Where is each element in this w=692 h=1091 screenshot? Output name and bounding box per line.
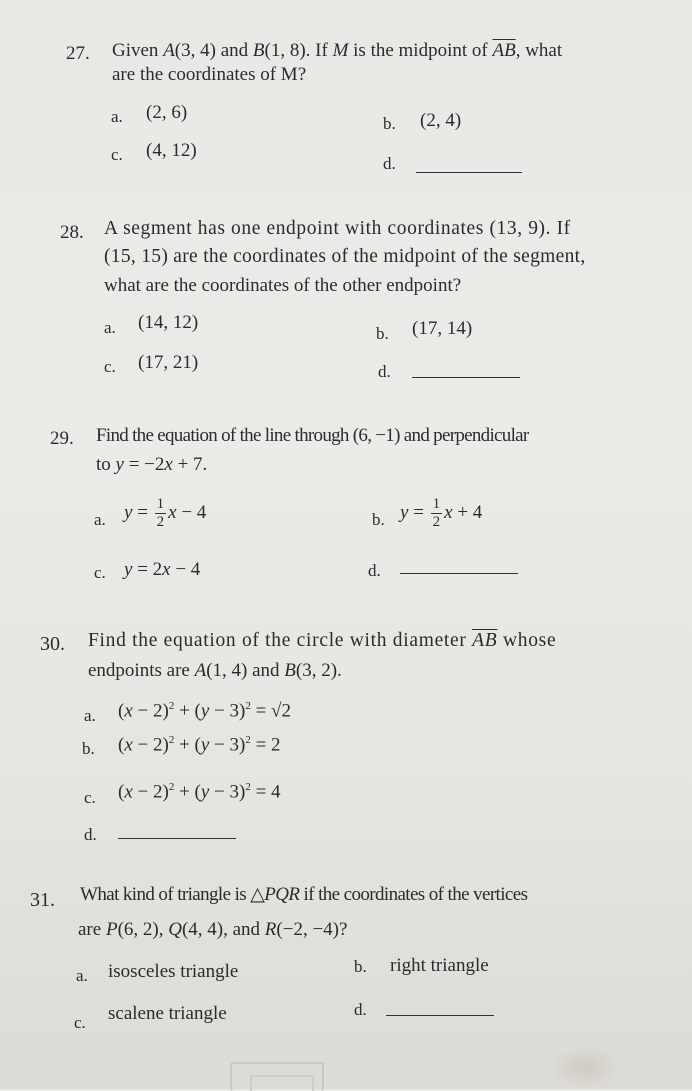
option-b-label: b. [372,510,385,529]
option-c[interactable]: $(x - 2)^2 + (y - 3)^2 = 4$ [118,781,281,803]
option-d-blank[interactable] [400,573,518,574]
option-d-label: d. [84,825,97,844]
question-stem-line-1: What kind of triangle is △PQR if the coordinates of the vertices [80,884,528,905]
option-a[interactable]: isosceles triangle [108,961,239,982]
option-a-label: a. [84,706,96,725]
option-a[interactable]: (14, 12) [138,312,199,333]
option-d-blank[interactable] [416,172,522,173]
option-c[interactable]: scalene triangle [108,1003,227,1024]
option-b-label: b. [82,739,95,758]
question-number: 31. [30,889,55,911]
option-c-label: c. [111,145,123,164]
option-b[interactable]: $(x - 2)^2 + (y - 3)^2 = 2$ [118,734,281,756]
option-d-label: d. [378,362,391,381]
option-c[interactable]: (17, 21) [138,352,199,373]
option-b-label: b. [376,324,389,343]
question-number: 28. [60,222,84,243]
option-b-label: b. [383,114,396,133]
option-b[interactable]: (17, 14) [412,318,473,339]
option-d-label: d. [368,561,381,580]
option-d-label: d. [383,154,396,173]
question-stem-line-2: are P(6, 2), Q(4, 4), and R(−2, −4)? [78,919,348,940]
option-c-label: c. [94,563,106,582]
option-a-label: a. [111,107,123,126]
option-d-blank[interactable] [386,1015,494,1016]
option-a[interactable]: (2, 6) [146,102,188,123]
option-d-blank[interactable] [118,838,236,839]
option-b[interactable]: right triangle [390,955,489,976]
question-stem-line-2: (15, 15) are the coordinates of the midpoint of the segment, [104,246,586,267]
option-c-label: c. [84,788,96,807]
option-a-label: a. [104,318,116,337]
option-c-label: c. [104,357,116,376]
option-c-label: c. [74,1013,86,1032]
question-number: 29. [50,428,74,449]
option-a[interactable]: $(x - 2)^2 + (y - 3)^2 = √2$ [118,700,291,722]
question-stem-line-1: Given A(3, 4) and B(1, 8). If M is the midpoint of $\overline{AB}$, what [112,40,563,61]
finger-smudge [550,1045,620,1089]
question-stem-line-1: A segment has one endpoint with coordinates (13, 9). If [104,218,571,239]
option-b-label: b. [354,957,367,976]
question-stem-line-2: to y = −2x + 7. [96,454,208,475]
question-stem-line-1: Find the equation of the line through (6, −1) and perpendicular [96,425,529,446]
option-d-blank[interactable] [412,377,520,378]
option-d-label: d. [354,1000,367,1019]
option-c[interactable]: (4, 12) [146,140,197,161]
question-stem-line-1: Find the equation of the circle with diameter $\overline{AB}$ whose [88,630,557,651]
option-a-label: a. [76,966,88,985]
option-b[interactable]: (2, 4) [420,110,462,131]
question-stem-line-3: what are the coordinates of the other endpoint? [104,275,462,296]
question-stem-line-2: are the coordinates of M? [112,64,307,85]
option-a-label: a. [94,510,106,529]
question-stem-line-2: endpoints are A(1, 4) and B(3, 2). [88,660,342,681]
question-number: 30. [40,633,65,655]
option-a[interactable]: y = $\frac{1}{2}$ x − 4 [124,496,207,530]
option-c[interactable]: y = 2x − 4 [124,559,201,580]
option-b[interactable]: y = $\frac{1}{2}$ x + 4 [400,496,483,530]
question-number: 27. [66,43,90,64]
